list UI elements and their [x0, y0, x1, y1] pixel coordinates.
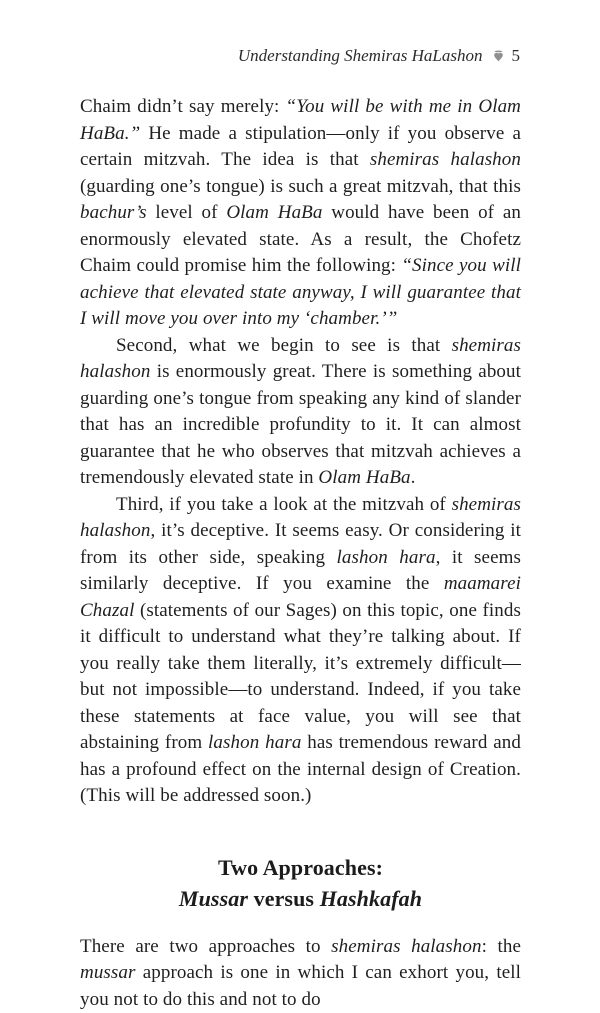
running-header-title: Understanding Shemiras HaLashon: [238, 46, 483, 65]
running-header: [80, 46, 520, 66]
floral-heart-fleuron-icon: [492, 47, 505, 67]
section-heading-line2: Mussar versus Hashkafah: [179, 886, 422, 911]
text-block: [80, 94, 521, 1013]
page-number: 5: [512, 46, 521, 65]
book-page: [0, 46, 600, 936]
paragraph-1: Chaim didn’t say merely: “You will be with me in Olam HaBa.” He made a stipulation—only if you observe a certain mitzvah. The idea is that shemiras halashon (guarding one’s tongue) is such a great mitzvah, that this bachur’s level of Olam HaBa would have been of an enormously elevated state. As a result, the Chofetz Chaim could promise him the following: “Since you will achieve that elevated state anyway, I will guarantee that I will move you over into my ‘chamber.’”: [80, 94, 521, 333]
paragraph-4: There are two approaches to shemiras halashon: the mussar approach is one in which I can exhort you, tell you not to do this and not to do: [80, 934, 521, 1013]
paragraph-2: Second, what we begin to see is that shemiras halashon is enormously great. There is something about guarding one’s tongue from speaking any kind of slander that has an incredible profundity to it. It can almost guarantee that he who observes that mitzvah achieves a tremendously elevated state in Olam HaBa.: [80, 333, 521, 492]
section-heading-line1: Two Approaches:: [218, 855, 383, 880]
section-heading: [80, 852, 521, 914]
paragraph-3: Third, if you take a look at the mitzvah of shemiras halashon, it’s deceptive. It seems easy. Or considering it from its other side, speaking lashon hara, it seems similarly deceptive. If you examine the maamarei Chazal (statements of our Sages) on this topic, one finds it difficult to understand what they’re talking about. If you really take them literally, it’s extremely difficult—but not impossible—to understand. Indeed, if you take these statements at face value, you will see that abstaining from lashon hara has tremendous reward and has a profound effect on the internal design of Creation. (This will be addressed soon.): [80, 492, 521, 810]
